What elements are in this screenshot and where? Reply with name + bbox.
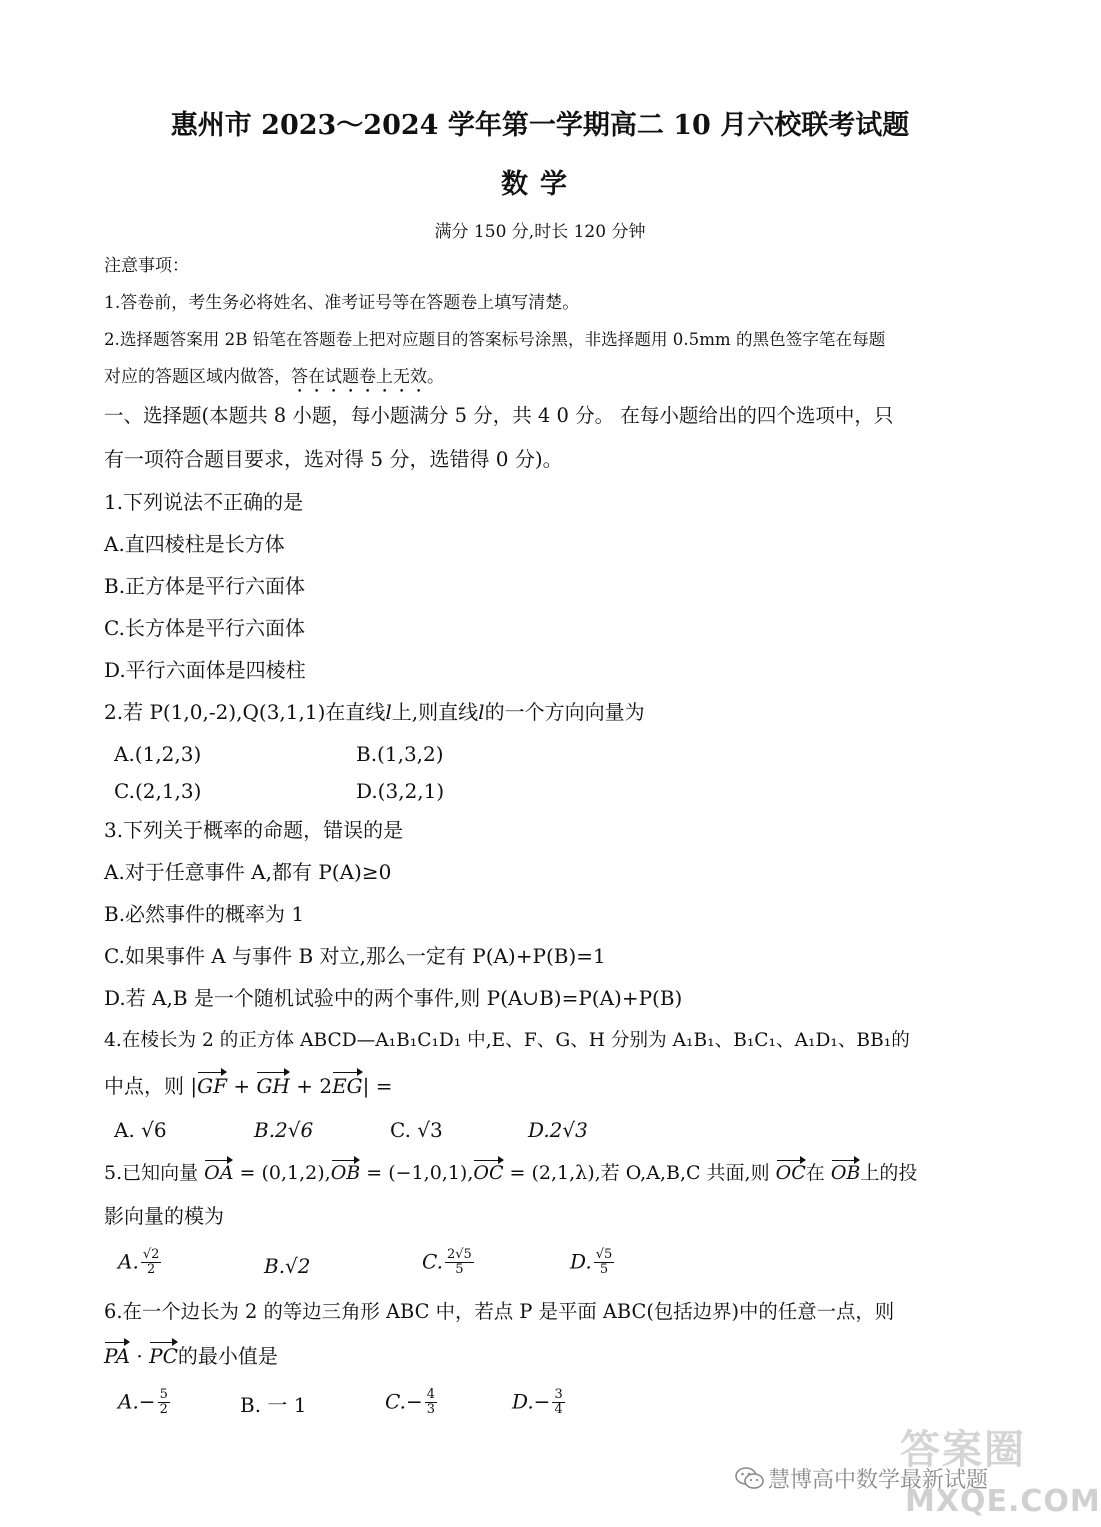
numerator: √5 xyxy=(595,1247,613,1262)
q4-line-2 xyxy=(104,1074,393,1098)
vector-pa: PA xyxy=(104,1344,131,1368)
q4-op: + xyxy=(226,1074,257,1098)
option-label: D. xyxy=(570,1249,592,1274)
q4-option-b: B.2√6 xyxy=(254,1118,314,1142)
fraction xyxy=(594,1248,615,1278)
denominator: 3 xyxy=(426,1402,435,1418)
q5-line-2: 影向量的模为 xyxy=(104,1204,224,1228)
q2-stem xyxy=(104,700,645,724)
watermark-url: MXQE.COM xyxy=(905,1484,1101,1519)
q4-text: | = xyxy=(362,1074,393,1098)
fraction xyxy=(425,1388,437,1418)
q1-option-c: C.长方体是平行六面体 xyxy=(104,616,305,640)
q2-stem-part: 上,则直线 xyxy=(391,700,479,724)
fraction xyxy=(445,1248,474,1278)
q5-option-c xyxy=(422,1248,476,1278)
q5-text: = (2,1,λ),若 O,A,B,C 共面,则 xyxy=(503,1162,776,1184)
note-item-1: 1.答卷前，考生务必将姓名、准考证号等在答题卷上填写清楚。 xyxy=(104,293,580,313)
q4-text: 中点，则 | xyxy=(104,1074,198,1098)
option-label: D.− xyxy=(512,1389,551,1414)
q6-line-2 xyxy=(104,1344,278,1368)
vector-oa: OA xyxy=(204,1162,234,1184)
q6-option-b: B. 一 1 xyxy=(240,1393,307,1417)
q2-option-b: B.(1,3,2) xyxy=(356,742,444,766)
q5-text: 5.已知向量 xyxy=(104,1162,205,1184)
exam-title: 惠州市 2023～2024 学年第一学期高二 10 月六校联考试题 xyxy=(170,110,910,141)
q5-text: 在 xyxy=(805,1162,831,1184)
q2-line-symbol: l xyxy=(385,700,392,724)
numerator: √2 xyxy=(142,1247,160,1262)
vector-gh: GH xyxy=(256,1074,290,1098)
q2-option-d: D.(3,2,1) xyxy=(356,779,445,803)
q4-option-c: C. √3 xyxy=(390,1118,443,1142)
denominator: 2 xyxy=(159,1402,168,1418)
numerator: 5 xyxy=(159,1387,168,1402)
vector-oc: OC xyxy=(473,1162,504,1184)
q2-line-symbol: l xyxy=(478,700,485,724)
vector-ob: OB xyxy=(330,1162,361,1184)
q3-option-a: A.对于任意事件 A,都有 P(A)≥0 xyxy=(104,860,392,884)
denominator: 4 xyxy=(554,1402,563,1418)
watermark-brand: 答案圈 xyxy=(900,1427,1026,1473)
numerator: 2√5 xyxy=(446,1247,472,1262)
subject-heading: 数学 xyxy=(501,169,579,200)
section1-line-2: 有一项符合题目要求，选对得 5 分，选错得 0 分)。 xyxy=(104,447,563,471)
q3-stem: 3.下列关于概率的命题，错误的是 xyxy=(104,818,404,842)
q1-option-d: D.平行六面体是四棱柱 xyxy=(104,658,306,682)
section1-line-1: 一、选择题(本题共 8 小题，每小题满分 5 分，共 4 0 分。 在每小题给出的四个选项中，只 xyxy=(104,404,894,427)
q6-text: 的最小值是 xyxy=(177,1344,278,1368)
numerator: 3 xyxy=(554,1387,563,1402)
note-period: 。 xyxy=(427,367,444,387)
fraction xyxy=(552,1388,564,1418)
q5-text: 上的投 xyxy=(860,1162,918,1184)
q3-option-b: B.必然事件的概率为 1 xyxy=(104,902,305,926)
vector-ob: OB xyxy=(830,1162,861,1184)
q4-option-d: D.2√3 xyxy=(528,1118,588,1142)
q4-op: + 2 xyxy=(289,1074,333,1098)
q5-text: = (−1,0,1), xyxy=(360,1162,474,1184)
q6-option-d xyxy=(512,1388,567,1418)
fraction xyxy=(158,1388,170,1418)
note-item-2-line-2 xyxy=(104,367,444,397)
q4-option-a: A. √6 xyxy=(114,1118,167,1142)
q1-stem: 1.下列说法不正确的是 xyxy=(104,490,304,514)
q5-option-b: B.√2 xyxy=(264,1254,311,1278)
q5-option-d xyxy=(570,1248,616,1278)
option-label: C. xyxy=(422,1249,443,1274)
option-label: A. xyxy=(118,1249,139,1274)
option-label: A.− xyxy=(118,1389,156,1414)
wechat-icon xyxy=(735,1466,765,1490)
q1-option-b: B.正方体是平行六面体 xyxy=(104,574,306,598)
vector-gf: GF xyxy=(197,1074,227,1098)
q2-stem-part: 2.若 P(1,0,-2),Q(3,1,1)在直线 xyxy=(104,700,386,724)
vector-oc: OC xyxy=(775,1162,806,1184)
q5-text: = (0,1,2), xyxy=(233,1162,331,1184)
notes-heading: 注意事项： xyxy=(104,256,189,276)
q6-line-1: 6.在一个边长为 2 的等边三角形 ABC 中，若点 P 是平面 ABC(包括边界)中的任意一点，则 xyxy=(104,1300,895,1323)
vector-eg: EG xyxy=(332,1074,363,1098)
denominator: 5 xyxy=(599,1262,609,1278)
option-label: C.− xyxy=(385,1389,423,1414)
q3-option-c: C.如果事件 A 与事件 B 对立,那么一定有 P(A)+P(B)=1 xyxy=(104,944,606,968)
watermark-account: 慧博高中数学最新试题 xyxy=(768,1468,989,1493)
exam-meta: 满分 150 分,时长 120 分钟 xyxy=(434,222,646,242)
q1-option-a: A.直四棱柱是长方体 xyxy=(104,532,285,556)
numerator: 4 xyxy=(426,1387,435,1402)
q4-line-1: 4.在棱长为 2 的正方体 ABCD—A₁B₁C₁D₁ 中,E、F、G、H 分别为 A₁B₁、B₁C₁、A₁D₁、BB₁的 xyxy=(104,1030,910,1051)
q2-option-c: C.(2,1,3) xyxy=(114,779,202,803)
q5-option-a xyxy=(118,1248,163,1278)
vector-pc: PC xyxy=(149,1344,178,1368)
denominator: 2 xyxy=(146,1262,156,1278)
note-text: 对应的答题区域内做答， xyxy=(104,367,291,387)
q6-option-c xyxy=(385,1388,439,1418)
q3-option-d: D.若 A,B 是一个随机试验中的两个事件,则 P(A∪B)=P(A)+P(B) xyxy=(104,986,683,1010)
q2-option-a: A.(1,2,3) xyxy=(114,742,202,766)
denominator: 5 xyxy=(455,1262,464,1278)
dot-operator: · xyxy=(130,1344,150,1368)
note-emphasis: 答在试题卷上无效 xyxy=(291,367,427,387)
q5-line-1 xyxy=(104,1162,917,1185)
q2-stem-part: 的一个方向向量为 xyxy=(484,700,645,724)
note-item-2-line-1: 2.选择题答案用 2B 铅笔在答题卷上把对应题目的答案标号涂黑，非选择题用 0.5mm 的黑色签字笔在每题 xyxy=(104,330,886,349)
q6-option-a xyxy=(118,1388,172,1418)
fraction xyxy=(141,1248,162,1278)
